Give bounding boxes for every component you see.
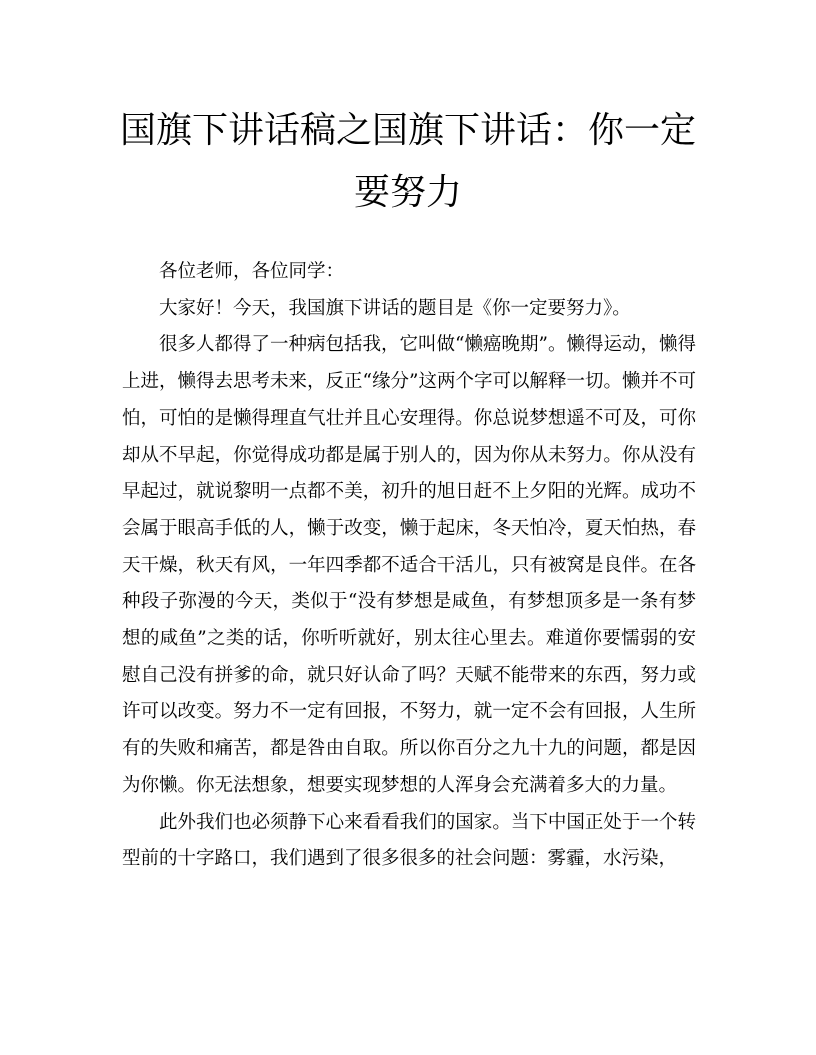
paragraph-country: 此外我们也必须静下心来看看我们的国家。当下中国正处于一个转型前的十字路口，我们遇到了很多很多的社会问题：雾霾，水污染，: [122, 811, 696, 870]
document-title: 国旗下讲话稿之国旗下讲话：你一定要努力: [119, 110, 696, 213]
document-body: [122, 254, 696, 878]
paragraph-main: 很多人都得了一种病包括我，它叫做“懒癌晚期”。懒得运动，懒得上进，懒得去思考未来，反正“缘分”这两个字可以解释一切。懒并不可怕，可怕的是懒得理直气壮并且心安理得。你总说梦想遥不可及，可你却从不早起，你觉得成功都是属于别人的，因为你从未努力。你从没有早起过，就说黎明一点都不美，初升的旭日赶不上夕阳的光辉。成功不会属于眼高手低的人，懒于改变，懒于起床，冬天怕冷，夏天怕热，春天干燥，秋天有风，一年四季都不适合干活儿，只有被窝是良伴。在各种段子弥漫的今天，类似于“没有梦想是咸鱼，有梦想顶多是一条有梦想的咸鱼”之类的话，你听听就好，别太往心里去。难道你要懦弱的安慰自己没有拼爹的命，就只好认命了吗？天赋不能带来的东西，努力或许可以改变。努力不一定有回报，不努力，就一定不会有回报，人生所有的失败和痛苦，都是咎由自取。所以你百分之九十九的问题，都是因为你懒。你无法想象，想要实现梦想的人浑身会充满着多大的力量。: [122, 334, 696, 796]
paragraph-salutation: 各位老师，各位同学：: [159, 261, 345, 282]
paragraph-greeting: 大家好！今天，我国旗下讲话的题目是《你一定要努力》。: [159, 297, 631, 319]
